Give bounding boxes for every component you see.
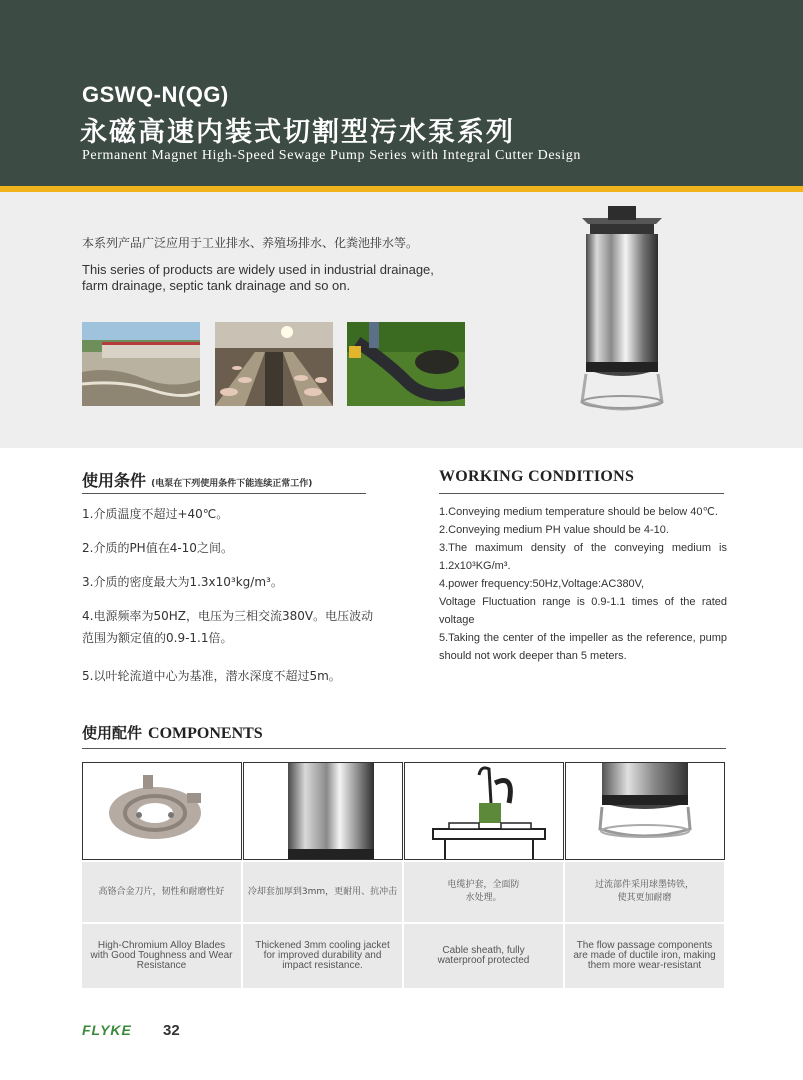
components-grid bbox=[82, 762, 726, 988]
conditions-list-en bbox=[439, 503, 727, 665]
component-caption-en-3: Cable sheath, fully waterproof protected bbox=[404, 924, 563, 988]
component-image-cable-sheath bbox=[404, 762, 564, 860]
condition-en-4b: Voltage Fluctuation range is 0.9-1.1 times of the rated voltage bbox=[439, 596, 727, 626]
brand-logo: FLYKE bbox=[82, 1022, 132, 1038]
components-heading bbox=[82, 722, 726, 749]
photo-industrial-drainage bbox=[82, 322, 200, 406]
condition-en-2: 2.Conveying medium PH value should be 4-10. bbox=[439, 524, 669, 536]
condition-cn-3: 3.介质的密度最大为1.3x10³kg/m³。 bbox=[82, 575, 283, 589]
component-caption-cn-4: 过流部件采用球墨铸铁，使其更加耐磨 bbox=[565, 862, 724, 922]
page-title-cn: 永磁高速内装式切割型污水泵系列 bbox=[80, 117, 515, 148]
components-title-cn: 使用配件 bbox=[82, 724, 143, 742]
page-number: 32 bbox=[163, 1022, 180, 1039]
component-caption-cn-3: 电缆护套，全面防水处理。 bbox=[404, 862, 563, 922]
component-image-cooling-jacket bbox=[243, 762, 403, 860]
photo-livestock-farm bbox=[215, 322, 333, 406]
conditions-subtitle-cn: (电泵在下列使用条件下能连续正常工作) bbox=[151, 479, 313, 489]
conditions-title-cn: 使用条件 bbox=[82, 471, 147, 490]
component-caption-cn-1: 高铬合金刀片，韧性和耐磨性好 bbox=[82, 862, 241, 922]
condition-en-4: 4.power frequency:50Hz,Voltage:AC380V, bbox=[439, 578, 645, 590]
model-code: GSWQ-N(QG) bbox=[82, 82, 229, 107]
intro-text-cn: 本系列产品广泛应用于工业排水、养殖场排水、化粪池排水等。 bbox=[82, 236, 419, 250]
page-title-en: Permanent Magnet High-Speed Sewage Pump Series with Integral Cutter Design bbox=[82, 148, 581, 163]
component-caption-cn-2: 冷却套加厚到3mm，更耐用、抗冲击 bbox=[243, 862, 402, 922]
condition-cn-2: 2.介质的PH值在4-10之间。 bbox=[82, 541, 233, 555]
components-title-en: COMPONENTS bbox=[148, 725, 263, 742]
intro-band bbox=[0, 192, 803, 448]
component-image-blades bbox=[82, 762, 242, 860]
conditions-heading-cn bbox=[82, 468, 366, 494]
component-caption-en-2: Thickened 3mm cooling jacket for improved durability and impact resistance. bbox=[243, 924, 402, 988]
component-caption-en-1: High-Chromium Alloy Blades with Good Toughness and Wear Resistance bbox=[82, 924, 241, 988]
condition-en-5: 5.Taking the center of the impeller as the reference, pump should not work deeper than 5 meters. bbox=[439, 632, 727, 662]
component-image-flow-parts bbox=[565, 762, 725, 860]
photo-septic-tank bbox=[347, 322, 465, 406]
component-caption-en-4: The flow passage components are made of ductile iron, making them more wear-resistant bbox=[565, 924, 724, 988]
condition-en-3: 3.The maximum density of the conveying medium is 1.2x10³KG/m³. bbox=[439, 542, 727, 572]
pump-product-image bbox=[572, 202, 672, 416]
condition-en-1: 1.Conveying medium temperature should be below 40℃. bbox=[439, 506, 718, 518]
condition-cn-4: 4.电源频率为50HZ，电压为三相交流380V。电压波动范围为额定值的0.9-1.1倍。 bbox=[82, 609, 374, 645]
condition-cn-5: 5.以叶轮流道中心为基准，潜水深度不超过5m。 bbox=[82, 669, 341, 683]
conditions-heading-en: WORKING CONDITIONS bbox=[439, 468, 724, 494]
intro-text-en: This series of products are widely used in industrial drainage, farm drainage, septic tank drainage and so on. bbox=[82, 262, 434, 293]
condition-cn-1: 1.介质温度不超过+40℃。 bbox=[82, 507, 229, 521]
